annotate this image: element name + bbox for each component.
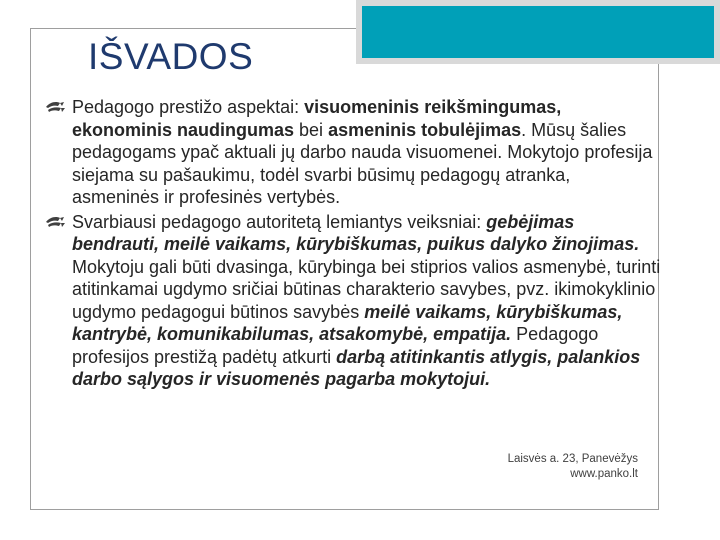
bullet-leaf-icon [44, 100, 66, 114]
bullet-2-part-4: meilė vaikams, kūrybiškumas, kantrybė, komunikabilumas, atsakomybė, empatija. [72, 301, 623, 344]
bullet-1-part-5: . Mūsų šalies pedagogams ypač aktuali jų darbo nauda visuomenei. Mokytojo profesija siejama su pašaukimu, todėl svarbi būsimų pedagogų atranka, asmeninės ir profesinės vertybės. [72, 119, 653, 207]
bullet-2-part-1: Svarbiausi pedagogo autoritetą lemiantys veiksniai: [72, 211, 487, 232]
bullet-2-part-6: darbą atitinkantis atlygis, palankios darbo sąlygos ir visuomenės pagarba mokytojui. [72, 346, 641, 389]
slide-content [44, 96, 662, 393]
accent-header-box [356, 0, 720, 64]
bullet-1-part-4: asmeninis tobulėjimas [328, 119, 522, 140]
bullet-1-part-3: bei [294, 119, 329, 140]
bullet-1-part-1: Pedagogo prestižo aspektai: [72, 97, 305, 117]
slide-footer [508, 452, 638, 482]
bullet-leaf-icon [44, 215, 66, 229]
footer-website[interactable]: www.panko.lt [570, 468, 638, 480]
bullet-item-2 [44, 211, 662, 391]
bullet-2-part-3: Mokytoju gali būti dvasinga, kūrybinga bei stiprios valios asmenybė, turinti atitinkamai ugdymo sričiai būtinas charakterio savybes, pvz. ikimokyklinio ugdymo pedagogui būtinos savybės [72, 256, 661, 322]
bullet-1-part-2: visuomeninis reikšmingumas, ekonominis naudingumas [72, 97, 562, 140]
bullet-2-part-5: Pedagogo profesijos prestižą padėtų atkurti [72, 324, 599, 367]
footer-address: Laisvės a. 23, Panevėžys [507, 453, 638, 465]
bullet-item-1 [44, 96, 662, 209]
bullet-2-part-2: gebėjimas bendrauti, meilė vaikams, kūrybiškumas, puikus dalyko žinojimas. [72, 211, 640, 254]
accent-header-fill [362, 6, 714, 58]
slide-title: IŠVADOS [88, 36, 254, 77]
